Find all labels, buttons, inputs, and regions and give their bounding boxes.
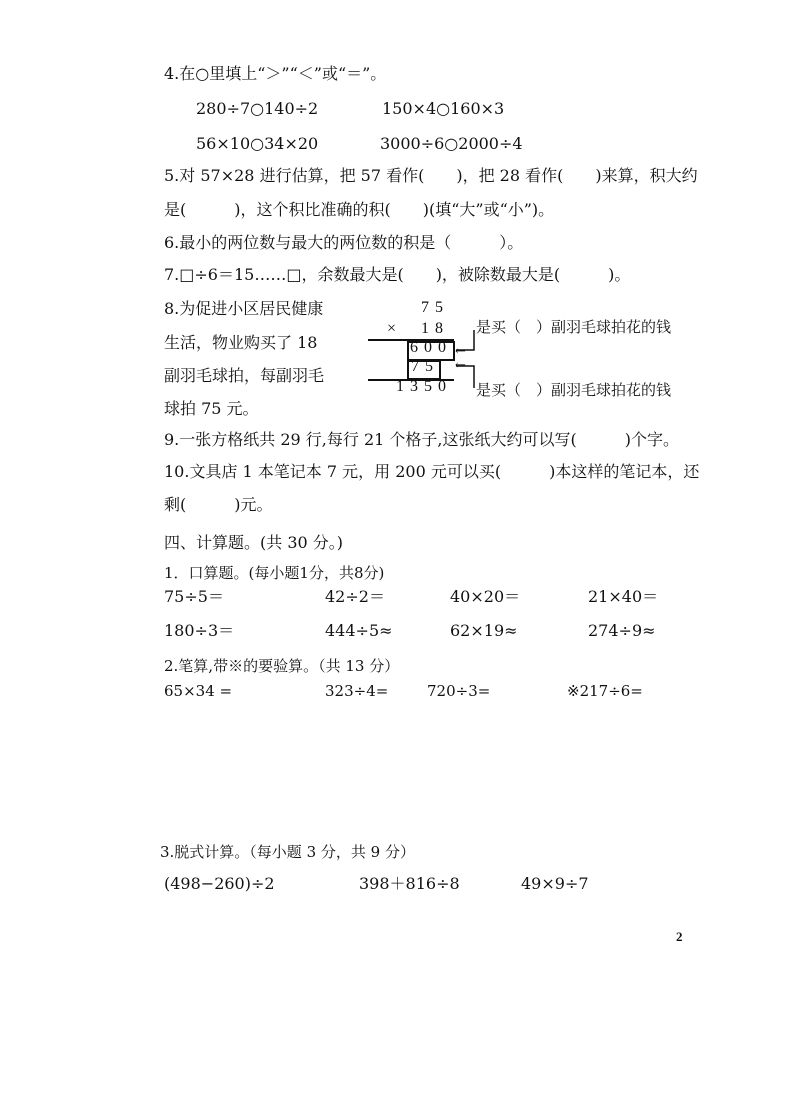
q8-note-1: 是买（ ）副羽毛球拍花的钱 — [476, 318, 672, 336]
oral-item-4: 21×40＝ — [588, 587, 659, 606]
written-item-2: 323÷4= — [325, 682, 389, 700]
step-item-2: 398＋816÷8 — [359, 874, 460, 893]
oral-item-8: 274÷9≈ — [588, 621, 656, 640]
oral-item-6: 444÷5≈ — [325, 621, 393, 640]
q10-line2: 剩( )元。 — [164, 495, 273, 514]
calc-top-number: 75 — [421, 299, 449, 316]
q5-line1: 5.对 57×28 进行估算，把 57 看作( )，把 28 看作( )来算，积大约 — [164, 166, 698, 185]
oral-item-3: 40×20＝ — [450, 587, 521, 606]
q4-title: 4.在○里填上“＞”“＜”或“＝”。 — [164, 64, 387, 83]
q10-line1: 10.文具店 1 本笔记本 7 元，用 200 元可以买( )本这样的笔记本，还 — [164, 462, 700, 481]
q4-item-b: 150×4○160×3 — [382, 99, 505, 118]
q6-text: 6.最小的两位数与最大的两位数的积是（ ）。 — [164, 233, 524, 252]
q5-line2: 是( )，这个积比准确的积( )(填“大”或“小”)。 — [164, 200, 555, 219]
calc-partial-1: 600 — [410, 339, 452, 356]
q4-item-a: 280÷7○140÷2 — [196, 99, 319, 118]
page-number: 2 — [676, 929, 683, 944]
section4-title: 四、计算题。(共 30 分。) — [164, 533, 344, 552]
step-item-3: 49×9÷7 — [521, 874, 589, 893]
q8-note-2: 是买（ ）副羽毛球拍花的钱 — [476, 381, 672, 399]
q8-line3: 副羽毛球拍，每副羽毛 — [164, 366, 325, 385]
written-item-4: ※217÷6= — [567, 682, 643, 700]
calc-multiplier: 18 — [421, 320, 449, 337]
arrow2-head: ← — [455, 358, 466, 373]
q4-item-d: 3000÷6○2000÷4 — [380, 134, 523, 153]
q9-text: 9.一张方格纸共 29 行,每行 21 个格子,这张纸大约可以写( )个字。 — [164, 430, 679, 449]
q8-line1: 8.为促进小区居民健康 — [164, 299, 324, 318]
oral-item-5: 180÷3＝ — [164, 621, 235, 640]
oral-item-2: 42÷2＝ — [325, 587, 385, 606]
q8-line2: 生活，物业购买了 18 — [164, 333, 318, 352]
arrow1-head: ← — [455, 344, 466, 359]
oral-item-1: 75÷5＝ — [164, 587, 224, 606]
part1-title: 1．口算题。(每小题1分，共8分) — [164, 564, 385, 582]
q8-line4: 球拍 75 元。 — [164, 399, 259, 418]
calc-partial-2: 75 — [411, 358, 439, 375]
written-item-1: 65×34 = — [164, 682, 233, 700]
oral-item-7: 62×19≈ — [450, 621, 518, 640]
step-item-1: (498−260)÷2 — [164, 874, 275, 893]
calc-multiply-sign: × — [387, 320, 403, 337]
written-item-3: 720÷3= — [427, 682, 491, 700]
q4-item-c: 56×10○34×20 — [196, 134, 319, 153]
part2-title: 2.笔算,带※的要验算。（共 13 分） — [164, 657, 400, 675]
calc-result: 1350 — [396, 378, 452, 395]
part3-title: 3.脱式计算。（每小题 3 分，共 9 分） — [160, 843, 415, 861]
q7-text: 7.□÷6＝15……□，余数最大是( )，被除数最大是( )。 — [164, 265, 631, 284]
